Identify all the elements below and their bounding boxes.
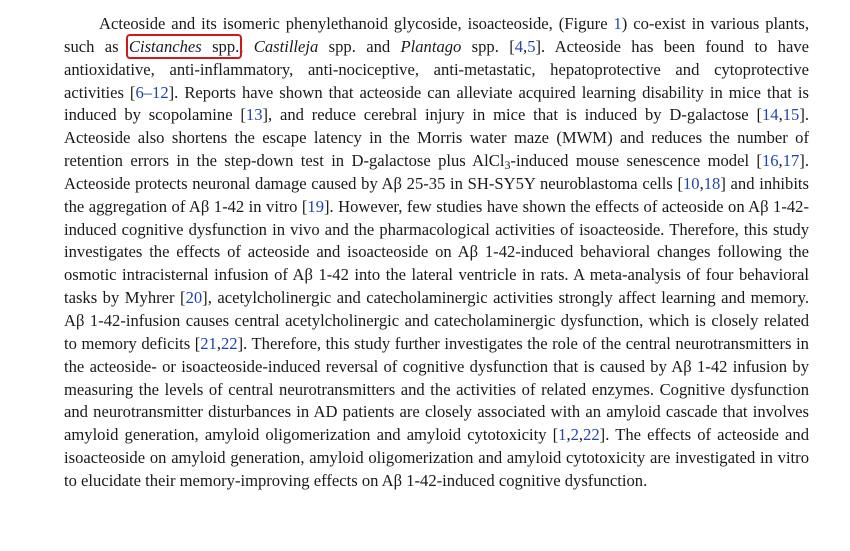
citation-link[interactable]: 15 bbox=[782, 105, 800, 125]
small-caps-d: D bbox=[351, 151, 364, 171]
text-segment: -galactose [ bbox=[681, 105, 762, 125]
subscript: 3 bbox=[504, 158, 511, 173]
text-segment: , bbox=[239, 36, 254, 56]
article-body bbox=[64, 13, 809, 493]
citation-link[interactable]: 1 bbox=[558, 425, 567, 445]
text-segment: ]. However, few studies have shown the effects of acteoside on Aβ 1-42-induced cognitive dysfunction in vivo and the pharmacological activities of isoacteoside. Therefore, this study investigates the effects of acteoside and isoacteoside on Aβ 1-42-induced behavioral changes following the osmotic intracisternal infusion of Aβ 1-42 into the lateral ventricle in rats. A meta-analysis of four behavioral tasks by Myhrer [ bbox=[64, 196, 809, 308]
paragraph bbox=[64, 13, 809, 493]
text-segment: ]. Reports have shown that acteoside can alleviate acquired learning disability in mice that is induced by scopolamine [ bbox=[64, 82, 810, 125]
highlighted-term bbox=[129, 37, 239, 56]
text-segment: Acteoside and its isomeric phenylethanoid glycoside, isoacteoside, (Figure bbox=[99, 14, 614, 33]
text-segment: , bbox=[699, 173, 704, 193]
text-segment: ] and inhibits the aggregation of Aβ 1-42 in vitro [ bbox=[64, 173, 809, 216]
genus-castilleja: Castilleja bbox=[253, 36, 319, 56]
citation-link[interactable]: 16 bbox=[761, 151, 779, 171]
text-segment: , bbox=[523, 36, 528, 56]
citation-link[interactable]: 14 bbox=[761, 105, 779, 125]
citation-link[interactable]: 19 bbox=[307, 196, 324, 216]
text-segment: , bbox=[578, 425, 584, 445]
citation-link[interactable]: 17 bbox=[782, 151, 800, 171]
text-segment: spp. and bbox=[318, 36, 401, 56]
citation-link[interactable]: 22 bbox=[583, 425, 600, 445]
text-segment: ) co-exist in various plants, such as bbox=[64, 14, 809, 56]
text-segment: ]. The effects of acteoside and isoacteoside on amyloid generation, amyloid oligomerization and amyloid cytotoxicity are investigated in vitro to elucidate their memory-improving effects on Aβ 1-42-induced cognitive dysfunction. bbox=[64, 425, 810, 490]
text-segment: ], acetylcholinergic and catecholaminergic activities strongly affect learning and memory. Aβ 1-42-infusion causes central acetylcholinergic and catecholaminergic dysfunction, which is closely related to memory deficits [ bbox=[64, 288, 809, 353]
text-segment: ]. Acteoside also shortens the escape latency in the Morris water maze (MWM) and reduces the number of retention errors in the step-down test in bbox=[64, 105, 810, 171]
text-segment: , bbox=[778, 151, 783, 171]
citation-link[interactable]: 20 bbox=[185, 288, 203, 308]
text-segment: spp. [ bbox=[461, 36, 515, 56]
text-segment: -galactose plus AlCl bbox=[363, 151, 505, 171]
small-caps-d: D bbox=[669, 105, 682, 125]
text-segment: ]. Acteoside has been found to have antioxidative, anti-inflammatory, anti-nociceptive, anti-metastatic, hepatoprotective and cytoprotective activities [ bbox=[64, 36, 810, 102]
text-segment: -induced mouse senescence model [ bbox=[510, 151, 762, 171]
figure-link[interactable]: 1 bbox=[613, 14, 622, 33]
text-segment: , bbox=[216, 333, 221, 353]
text-segment: ]. Acteoside protects neuronal damage caused by Aβ 25-35 in SH-SY5Y neuroblastoma cells [ bbox=[64, 151, 809, 193]
citation-link[interactable]: 13 bbox=[245, 105, 263, 125]
genus-cistanches: Cistanches bbox=[128, 36, 202, 56]
text-segment: spp. bbox=[201, 36, 240, 56]
text-segment: , bbox=[566, 425, 571, 445]
citation-link[interactable]: 10 bbox=[682, 173, 700, 193]
citation-link[interactable]: 22 bbox=[221, 333, 238, 353]
text-segment: , bbox=[778, 105, 783, 125]
citation-link[interactable]: 6–12 bbox=[135, 82, 169, 102]
text-segment: ], and reduce cerebral injury in mice that is induced by bbox=[262, 105, 670, 125]
citation-link[interactable]: 2 bbox=[570, 425, 579, 445]
genus-plantago: Plantago bbox=[400, 36, 462, 56]
citation-link[interactable]: 21 bbox=[200, 333, 217, 353]
text-segment: ]. Therefore, this study further investigates the role of the central neurotransmitters in the acteoside- or isoacteoside-induced reversal of cognitive dysfunction that is caused by Aβ 1-42 infusion by measuring the levels of central neurotransmitters and the activities of related enzymes. Cognitive dysfunction and neurotransmitter disturbances in AD patients are closely associated with an amyloid cascade that involves amyloid generation, amyloid oligomerization and amyloid cytotoxicity [ bbox=[64, 333, 809, 445]
citation-link[interactable]: 5 bbox=[527, 36, 536, 56]
citation-link[interactable]: 4 bbox=[514, 36, 524, 56]
citation-link[interactable]: 18 bbox=[703, 173, 721, 193]
